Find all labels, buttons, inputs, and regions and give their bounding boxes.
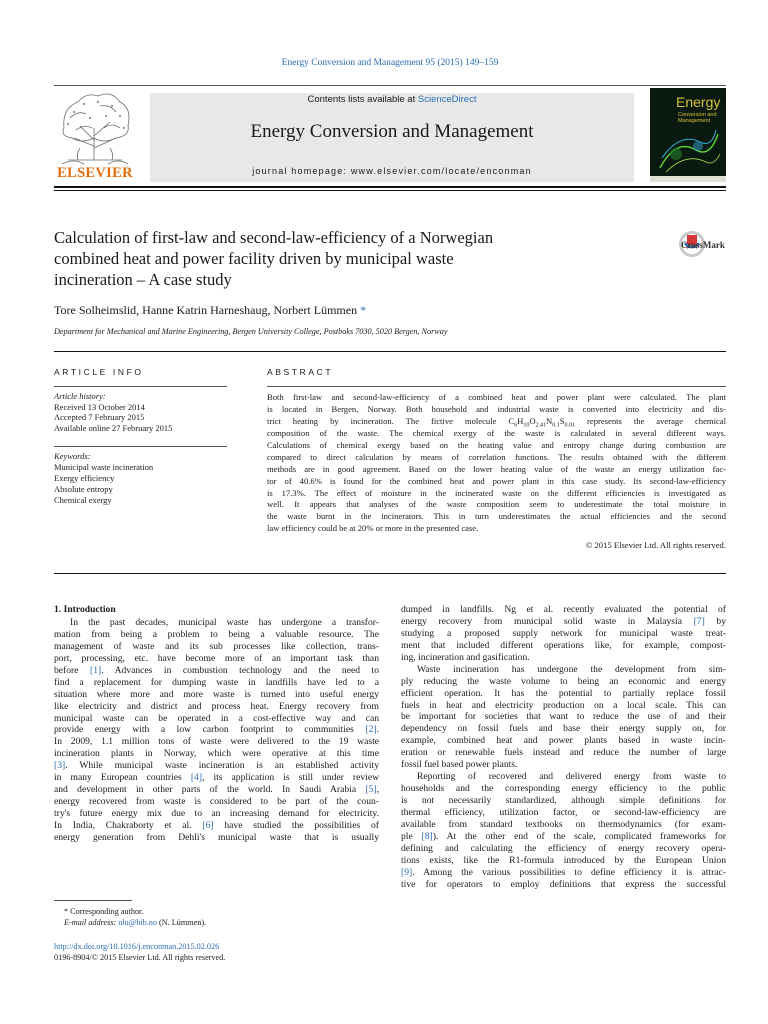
doi-link[interactable]: http://dx.doi.org/10.1016/j.enconman.2015.02.026 (54, 942, 220, 951)
history-item: Accepted 7 February 2015 (54, 412, 145, 423)
body-column-right (401, 604, 726, 891)
cover-artwork (656, 128, 722, 174)
body-line: example, combined heat and power plants based in waste incin- (401, 735, 726, 747)
body-line: before [1]. Advances in combustion technology and the need to (54, 664, 379, 676)
abstract-heading: ABSTRACT (267, 367, 334, 377)
body-line: ing, incineration and gasification. (401, 651, 530, 663)
body-line: In the past decades, municipal waste has undergone a transfor- (70, 617, 379, 628)
journal-homepage[interactable]: journal homepage: www.elsevier.com/locate/enconman (252, 166, 532, 176)
body-line: Reporting of recovered and delivered energy from waste to (417, 771, 726, 783)
journal-cover-image (650, 88, 726, 182)
abstract-line: Both first-law and second-law-efficiency of a combined heat and power plant were calculated. The plant (267, 392, 726, 402)
footnote-mark: * (64, 907, 69, 916)
body-line: be important for societies that want to reduce the use of and their (401, 711, 726, 723)
body-line: ment that included different operations like, for example, compost- (401, 639, 726, 651)
header-bottom-rule-thin (54, 190, 726, 191)
body-line: [3]. While municipal waste incineration is an established activity (54, 760, 379, 772)
footnote-rule (54, 900, 132, 901)
body-line: energy recovered from waste is considered to be part of the coun- (54, 796, 379, 808)
body-line: mation from being a problem to being a valuable resource. The (54, 628, 379, 640)
body-line: in many European countries [4], its application is still under review (54, 772, 380, 784)
abstract-line: tor of 40.6% is found for the combined heat and power plant in this case study. Its second-law-efficiency (267, 475, 726, 486)
body-line: fossil fuel based power plants. (401, 759, 518, 771)
body-line: port, processing, etc. have become more of an important task than (54, 652, 379, 664)
body-line: available from standard textbooks on thermodynamics (for exam- (401, 818, 726, 830)
keyword: Exergy efficiency (54, 473, 115, 483)
abstract-line: is 17.3%. The effect of moisture in the incinerated waste on the different efficiencies is investigated as (267, 487, 726, 498)
body-line: [9]. Among the various possibilities to define efficiency it is attrac- (401, 866, 726, 878)
abstract-line: well. It appears that analyses of the waste composition seem to underestimate the total moisture in (267, 499, 726, 510)
body-line: provide energy with a low carbon footprint to communities [2]. (54, 724, 379, 736)
body-line: find a replacement for dumping waste in landfills have led to a (54, 676, 379, 688)
article-title (54, 227, 644, 290)
body-line: energy generation from Dehli's municipal waste that is usually (54, 831, 379, 843)
body-line: defining and calculating the efficiency of energy recovery opera- (401, 842, 726, 854)
keyword: Absolute entropy (54, 484, 113, 494)
body-line: incineration plants in Norway, which were operative at this time (54, 748, 379, 760)
history-label: Article history: (54, 391, 106, 401)
body-line: like electricity and district and process heat. Energy recovery from (54, 700, 379, 712)
cover-subtitle: Conversion and Management (678, 112, 717, 124)
keyword: Municipal waste incineration (54, 462, 154, 472)
keywords-rule (54, 446, 227, 447)
affiliation-rule (54, 351, 726, 352)
abstract-line: trict heating by incineration. The fictive molecule $C_6H_{10}O_{2.41}N_{0.1}S_{0.01}$ represents the average chemical (267, 415, 726, 428)
crossmark-label[interactable]: CrossMark (681, 240, 725, 250)
body-divider-rule (54, 573, 726, 574)
body-line: In India, Chakraborty et al. [6] have studied the possibilities of (54, 819, 380, 831)
keywords (54, 451, 153, 506)
body-line: thermal efficiency, utilization factor, or second-law-efficiency are (401, 806, 726, 818)
elsevier-wordmark: ELSEVIER (57, 165, 133, 181)
body-line: tions exists, like the R1-formula introduced by the European Union (401, 854, 726, 866)
issn-line: 0196-8904/© 2015 Elsevier Ltd. All rights reserved. (54, 953, 226, 962)
author-list (54, 303, 366, 318)
body-line: ple [8]). At the other end of the scale, complicated frameworks for (401, 830, 726, 842)
abstract-rule (267, 386, 726, 387)
body-line: is not necessarily standardized, although simple definitions for (401, 795, 726, 806)
abstract-line: methods are in good agreement. Based on the lower heating value of the waste an energy utilization fac- (267, 463, 726, 474)
header-bottom-rule (54, 186, 726, 188)
body-line: tive for operators to employ definitions that express the successful (401, 878, 726, 890)
abstract-line: is located in Bergen, Norway. Both household and industrial waste is converted into electricity and dis- (267, 403, 726, 414)
email-link[interactable]: nlu@hib.no (118, 918, 157, 927)
article-info-rule (54, 386, 227, 387)
header-top-rule (54, 85, 726, 86)
body-line: eration or renewable fuels instead and reduce the number of large (401, 747, 726, 759)
body-line: municipal waste can be operated in a cost-effective way and can (54, 712, 379, 724)
body-line: Waste incineration has undergone the development from sim- (417, 663, 726, 675)
body-line: fuels in heat and electricity production on a local scale. This can (401, 699, 726, 711)
body-line: studying a proposed supply network for municipal waste treat- (401, 627, 726, 639)
body-line: efficient operation. It has the potential to partially replace fossil (401, 687, 726, 699)
body-line: dependency on fossil fuels and base their energy supply on, for (401, 723, 726, 735)
article-history (54, 391, 172, 433)
body-line: management of waste and its sub processes like collection, trans- (54, 640, 379, 652)
title-line: Calculation of first-law and second-law-efficiency of a Norwegian (54, 228, 494, 247)
journal-title: Energy Conversion and Management (250, 121, 534, 142)
body-line: ply reducing the waste volume to being an economic and energy (401, 675, 726, 687)
article-info-heading: ARTICLE INFO (54, 367, 144, 377)
body-line: In 2009, 1.1 million tons of waste were delivered to the 19 waste (54, 736, 379, 748)
cover-title: Energy (676, 94, 721, 110)
title-line: incineration – A case study (54, 270, 232, 289)
contents-line (150, 94, 634, 105)
body-column-left (54, 617, 379, 844)
keywords-label: Keywords: (54, 451, 91, 461)
footnote (64, 906, 206, 928)
abstract-line: the waste burnt in the incinerators. This in turn underestimates the actual efficiencies and the second (267, 511, 726, 522)
abstract-copyright: © 2015 Elsevier Ltd. All rights reserved. (585, 540, 726, 550)
body-line: households and the corresponding energy efficiency to the public (401, 783, 726, 795)
keyword: Chemical exergy (54, 495, 112, 505)
body-line: energy recovery from municipal solid waste in Malaysia [7] by (401, 615, 726, 627)
abstract-line: Calculations of chemical exergy based on the heating value and entropy change during combustion are (267, 439, 726, 450)
abstract-line: compared to direct calculation by means of correlation functions. The results obtained with the different (267, 451, 726, 462)
sciencedirect-link[interactable]: ScienceDirect (417, 94, 477, 105)
introduction-heading: 1. Introduction (54, 604, 116, 615)
cover-strip (650, 176, 726, 182)
authors-text: Tore Solheimslid, Hanne Katrin Harneshaug, Norbert Lümmen (54, 303, 358, 317)
title-line: combined heat and power facility driven by municipal waste (54, 249, 454, 268)
abstract-line: composition of the waste. The chemical exergy of the waste is calculated in several different ways. (267, 427, 726, 438)
journal-citation[interactable]: Energy Conversion and Management 95 (2015) 149–159 (281, 58, 499, 68)
abstract-body (267, 392, 726, 535)
body-line: try's future energy mix due to an increasing demand for electricity. (54, 808, 379, 819)
history-item: Available online 27 February 2015 (54, 422, 173, 433)
email-label: E-mail address: (64, 918, 119, 927)
doi-block (54, 941, 225, 963)
affiliation: Department for Mechanical and Marine Engineering, Bergen University College, Postboks 7030, 5020 Bergen, Norway (54, 327, 448, 336)
corresponding-author-note: Corresponding author. (70, 907, 144, 916)
abstract-line: law efficiency could be at 20% or more in the presented case. (267, 523, 479, 534)
email-suffix: (N. Lümmen). (156, 918, 207, 927)
history-item: Received 13 October 2014 (54, 401, 145, 412)
body-line: and development in other parts of the world. In Saudi Arabia [5], (54, 784, 379, 796)
body-line: dumped in landfills. Ng et al. recently evaluated the potential of (401, 604, 726, 615)
contents-prefix: Contents lists available at (307, 94, 418, 105)
corresponding-author-mark[interactable]: * (360, 303, 367, 317)
body-line: situation where more and more waste is turned into useful energy (54, 688, 379, 700)
